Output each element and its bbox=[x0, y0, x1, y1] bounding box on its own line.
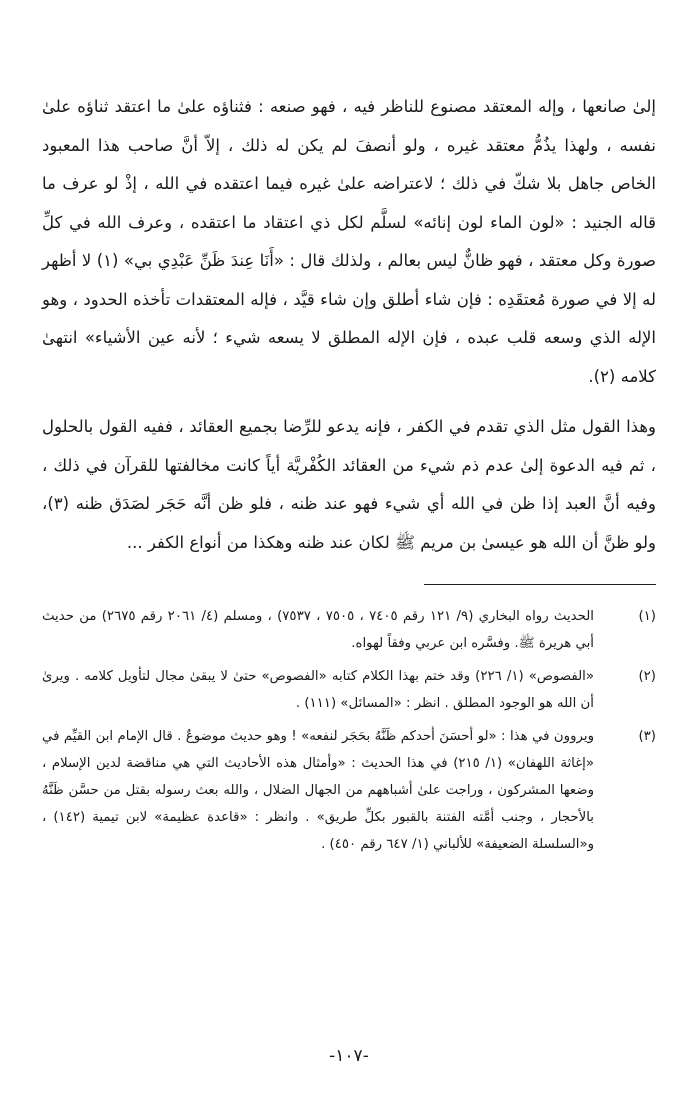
paragraph-2: وهذا القول مثل الذي تقدم في الكفر ، فإنه يدعو للرِّضا بجميع العقائد ، ففيه القول بالحلول ، ثم فيه الدعوة إلىٰ عدم ذم شيء من العقائد الكُفْريَّة أياً كانت مخالفتها للقرآن في ذلك ، وفيه أنَّ العبد إذا ظن في الله أي شيء فهو عند ظنه ، فلو ظن أنَّه حَجَر لصَدَق ظنه (٣)، ولو ظنَّ أن الله هو عيسىٰ بن مريم ﷺ لكان عند ظنه وهكذا من أنواع الكفر ... bbox=[42, 417, 656, 552]
footnotes bbox=[42, 603, 656, 858]
footnote-text: الحديث رواه البخاري (٩/ ١٢١ رقم ٧٤٠٥ ، ٧٥٠٥ ، ٧٥٣٧) ، ومسلم (٤/ ٢٠٦١ رقم ٢٦٧٥) من حديث أبي هريرة ﷺ. وفسَّره ابن عربي وفقاً لهواه. bbox=[42, 609, 594, 651]
footnote-3 bbox=[42, 723, 656, 858]
page-number: -١٠٧- bbox=[329, 1046, 369, 1066]
footnote-number: (٣) bbox=[638, 729, 656, 744]
footnote-separator bbox=[424, 584, 656, 585]
footnote-2 bbox=[42, 663, 656, 717]
book-page bbox=[42, 88, 656, 1113]
footnote-number: (٢) bbox=[638, 669, 656, 684]
footnote-text: «الفصوص» (١/ ٢٢٦) وقد ختم بهذا الكلام كتابه «الفصوص» حتىٰ لا يبقىٰ مجال لتأويل كلامه . ويرىٰ أن الله هو الوجود المطلق . انظر : «المسائل» (١١١) . bbox=[42, 669, 594, 711]
main-text bbox=[42, 88, 656, 562]
footnote-number: (١) bbox=[638, 609, 656, 624]
paragraph-1: إلىٰ صانعها ، وإله المعتقد مصنوع للناظر فيه ، فهو صنعه : فثناؤه علىٰ ما اعتقد ثناؤه علىٰ نفسه ، ولهذا يذُمُّ معتقد غيره ، ولو أنصفَ لم يكن له ذلك ، إلاّ أنَّ صاحب هذا المعبود الخاص جاهل بلا شكّ في ذلك ؛ لاعتراضه علىٰ غيره فيما اعتقده في الله ، إذْ لو عرف ما قاله الجنيد : «لون الماء لون إنائه» لسلَّم لكل ذي اعتقاد ما اعتقده ، وعرف الله في كلِّ صورة وكل معتقد ، فهو ظانٌّ ليس بعالم ، ولذلك قال : «أَنَا عِندَ ظَنِّ عَبْدِي بي» (١) لا أظهر له إلا في صورة مُعتقَدِه : فإن شاء أطلق وإن شاء قيَّد ، فإله المعتقدات تأخذه الحدود ، وهو الإله الذي وسعه قلب عبده ، فإن الإله المطلق لا يسعه شيء ؛ لأنه عين الأشياء» انتهىٰ كلامه (٢). bbox=[42, 97, 656, 386]
footnote-1 bbox=[42, 603, 656, 657]
footnote-text: ويروون في هذا : «لو أحسَنَ أحدكم ظَنَّهُ بحَجَر لنفعه» ! وهو حديث موضوعٌ . قال الإمام ابن القيِّم في «إغاثة اللهفان» (١/ ٢١٥) في هذا الحديث : «وأمثال هذه الأحاديث التي هي مناقضة لدين الإسلام ، وضعها المشركون ، وراجت علىٰ أشباههم من الجهال الضلال ، والله بعث رسوله بقتل من حسَّن ظَنَّهُ بالأحجار ، وجنب أمَّته الفتنة بالقبور بكلِّ طريق» . وانظر : «قاعدة عظيمة» لابن تيمية (١٤٢) ، و«السلسلة الضعيفة» للألباني (١/ ٦٤٧ رقم ٤٥٠) . bbox=[42, 729, 594, 852]
